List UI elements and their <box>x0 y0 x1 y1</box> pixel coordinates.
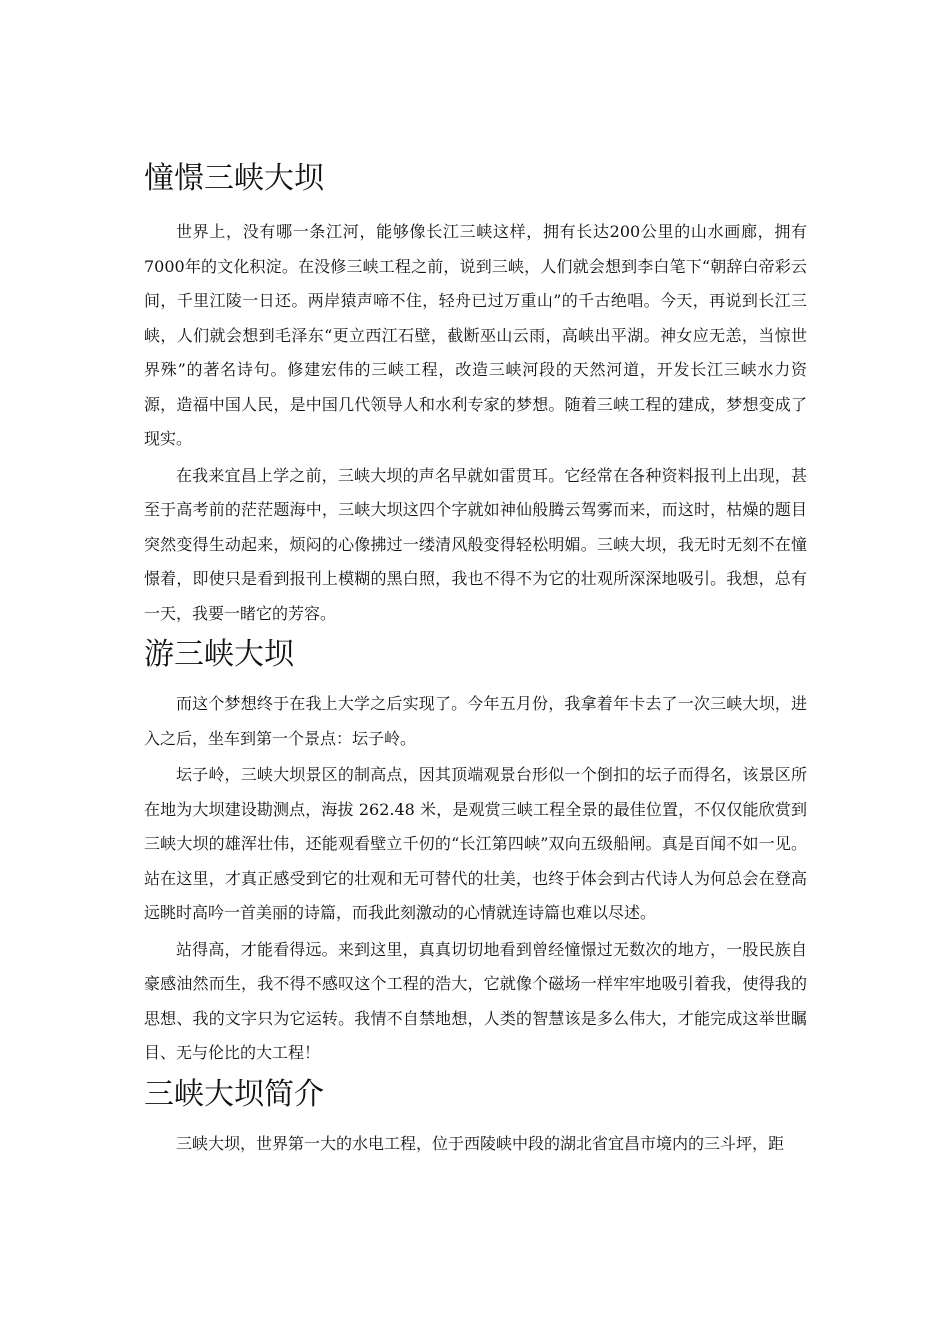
section-title-introduction: 三峡大坝简介 <box>144 1076 324 1112</box>
paragraph: 三峡大坝，世界第一大的水电工程，位于西陵峡中段的湖北省宜昌市境内的三斗坪，距 <box>176 1133 785 1153</box>
paragraph: 而这个梦想终于在我上大学之后实现了。今年五月份，我拿着年卡去了一次三峡大坝，进入之后，坐车到第一个景点：坛子岭。 <box>144 694 807 748</box>
section-title-visit: 游三峡大坝 <box>144 637 294 672</box>
paragraph: 世界上，没有哪一条江河，能够像长江三峡这样，拥有长达200公里的山水画廊，拥有7000年的文化积淀。在没修三峡工程之前，说到三峡，人们就会想到李白笔下“朝辞白帝彩云间，千里江陵一日还。两岸猿声啼不住，轻舟已过万重山”的千古绝唱。今天，再说到长江三峡，人们就会想到毛泽东“更立西江石壁，截断巫山云雨，高峡出平湖。神女应无恙，当惊世界殊”的著名诗句。修建宏伟的三峡工程，改造三峡河段的天然河道，开发长江三峡水力资源，造福中国人民，是中国几代领导人和水利专家的梦想。随着三峡工程的建成，梦想变成了现实。 <box>144 222 807 448</box>
paragraph: 坛子岭，三峡大坝景区的制高点，因其顶端观景台形似一个倒扣的坛子而得名，该景区所在地为大坝建设勘测点，海拔 262.48 米，是观赏三峡工程全景的最佳位置，不仅仅能欣赏到三峡大坝的雄浑壮伟，还能观看壁立千仞的“长江第四峡”双向五级船闸。真是百闻不如一见。站在这里，才真正感受到它的壮观和无可替代的壮美，也终于体会到古代诗人为何总会在登高远眺时高吟一首美丽的诗篇，而我此刻激动的心情就连诗篇也难以尽述。 <box>144 765 807 922</box>
section-title-longing: 憧憬三峡大坝 <box>144 161 324 196</box>
paragraph: 在我来宜昌上学之前，三峡大坝的声名早就如雷贯耳。它经常在各种资料报刊上出现，甚至于高考前的茫茫题海中，三峡大坝这四个字就如神仙般腾云驾雾而来，而这时，枯燥的题目突然变得生动起来，烦闷的心像拂过一缕清风般变得轻松明媚。三峡大坝，我无时无刻不在憧憬着，即使只是看到报刊上模糊的黑白照，我也不得不为它的壮观所深深地吸引。我想，总有一天，我要一睹它的芳容。 <box>144 465 807 623</box>
paragraph: 站得高，才能看得远。来到这里，真真切切地看到曾经憧憬过无数次的地方，一股民族自豪感油然而生，我不得不感叹这个工程的浩大，它就像个磁场一样牢牢地吸引着我，使得我的思想、我的文字只为它运转。我情不自禁地想，人类的智慧该是多么伟大，才能完成这举世瞩目、无与伦比的大工程！ <box>144 939 807 1062</box>
document-body <box>144 157 807 1163</box>
